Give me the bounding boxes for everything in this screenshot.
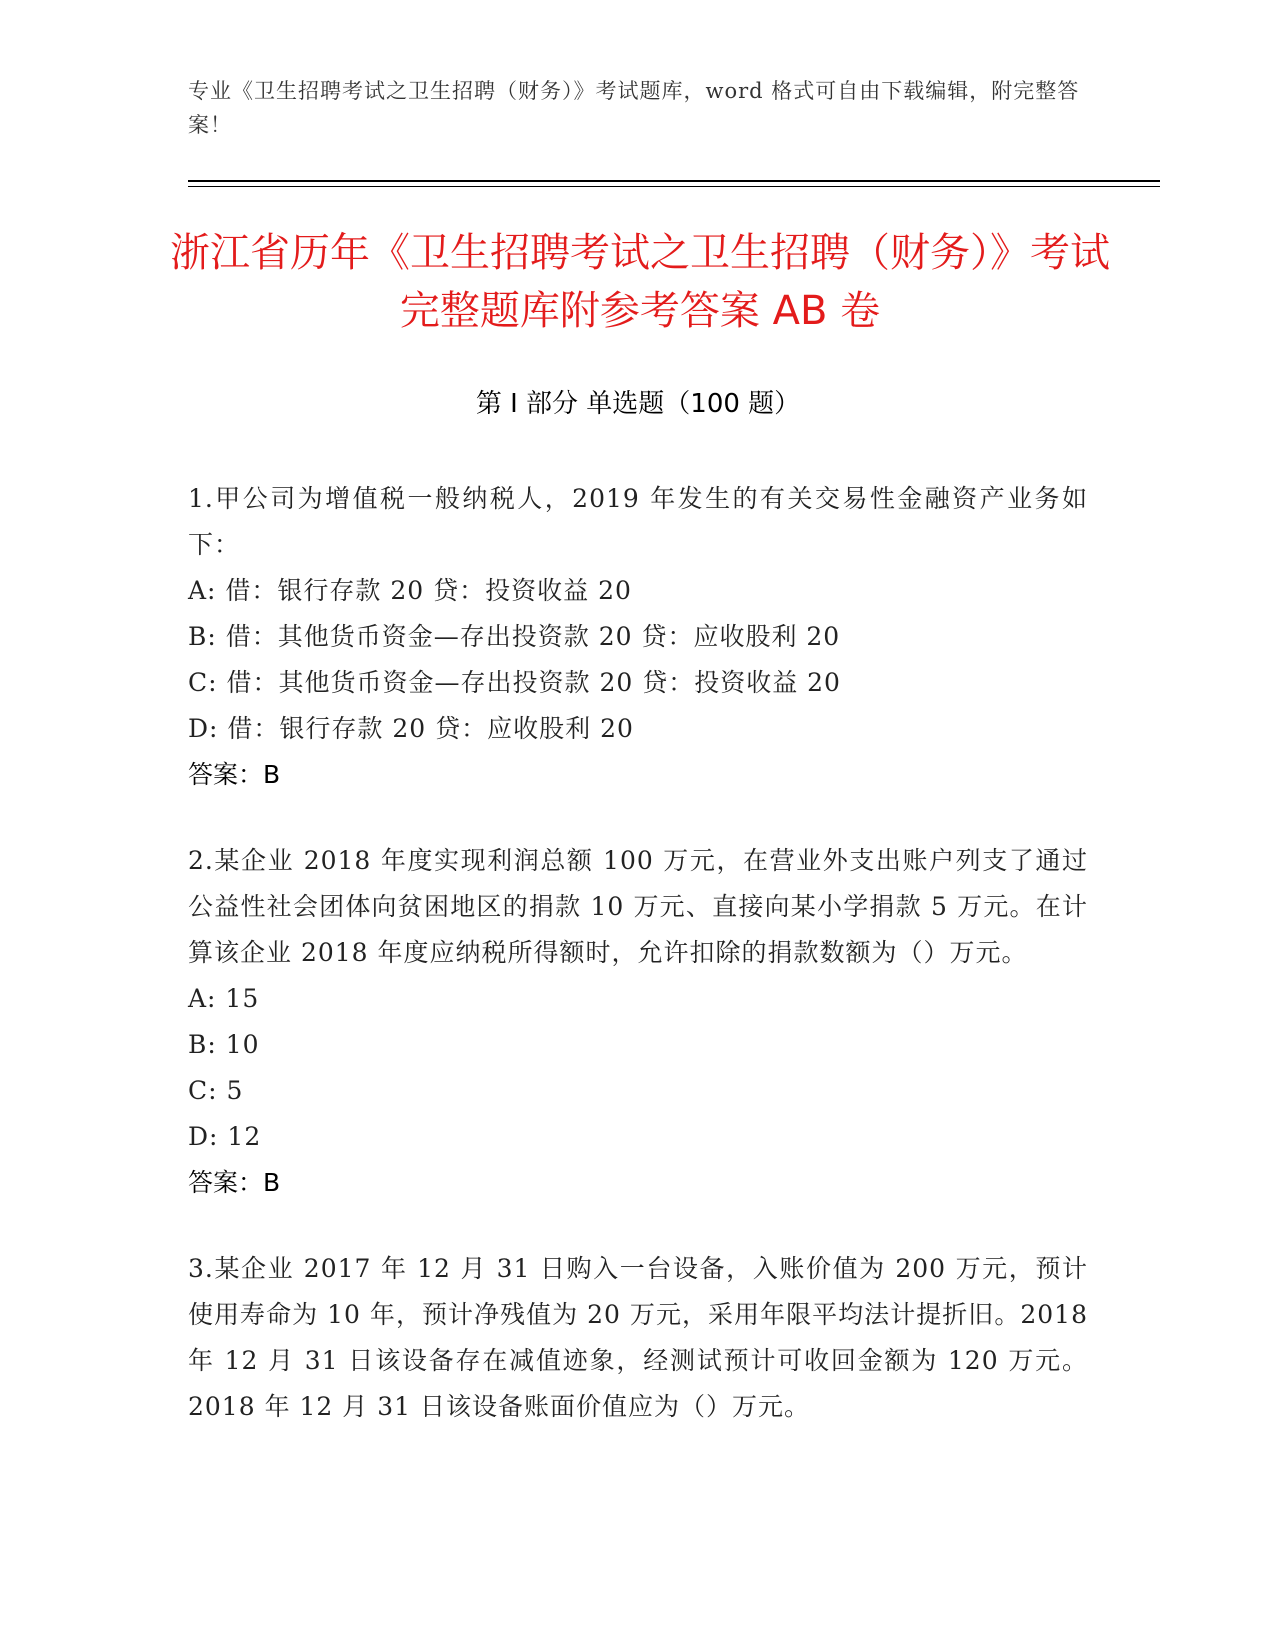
option-b: B: 10 bbox=[188, 1030, 260, 1059]
question-stem: 2.某企业 2018 年度实现利润总额 100 万元，在营业外支出账户列支了通过公益性社会团体向贫困地区的捐款 10 万元、直接向某小学捐款 5 万元。在计算该企业 2018 年度应纳税所得额时，允许扣除的捐款数额为（）万元。 bbox=[188, 846, 1088, 967]
option-d: D: 借：银行存款 20 贷：应收股利 20 bbox=[188, 714, 634, 743]
option-c: C: 5 bbox=[188, 1076, 244, 1105]
question-list bbox=[188, 476, 1088, 1470]
question-3 bbox=[188, 1246, 1088, 1430]
option-a: A: 借：银行存款 20 贷：投资收益 20 bbox=[188, 576, 632, 605]
answer-line: 答案：B bbox=[188, 760, 281, 789]
option-a: A: 15 bbox=[188, 984, 260, 1013]
option-c: C: 借：其他货币资金—存出投资款 20 贷：投资收益 20 bbox=[188, 668, 841, 697]
option-d: D: 12 bbox=[188, 1122, 262, 1151]
question-stem: 1.甲公司为增值税一般纳税人，2019 年发生的有关交易性金融资产业务如下： bbox=[188, 484, 1088, 559]
option-b: B: 借：其他货币资金—存出投资款 20 贷：应收股利 20 bbox=[188, 622, 841, 651]
header-divider-thick bbox=[188, 180, 1160, 182]
question-stem: 3.某企业 2017 年 12 月 31 日购入一台设备，入账价值为 200 万元，预计使用寿命为 10 年，预计净残值为 20 万元，采用年限平均法计提折旧。2018 年 12 月 31 日该设备存在减值迹象，经测试预计可收回金额为 120 万元。2018 年 12 月 31 日该设备账面价值应为（）万元。 bbox=[188, 1254, 1088, 1421]
question-1 bbox=[188, 476, 1088, 798]
header-divider-thin bbox=[188, 186, 1160, 187]
answer-line: 答案：B bbox=[188, 1168, 281, 1197]
question-2 bbox=[188, 838, 1088, 1206]
header-note: 专业《卫生招聘考试之卫生招聘（财务）》考试题库，word 格式可自由下载编辑，附完整答案！ bbox=[188, 79, 1080, 137]
document-title: 浙江省历年《卫生招聘考试之卫生招聘（财务）》考试完整题库附参考答案 AB 卷 bbox=[170, 230, 1110, 334]
section-heading: 第 I 部分 单选题（100 题） bbox=[475, 389, 801, 419]
